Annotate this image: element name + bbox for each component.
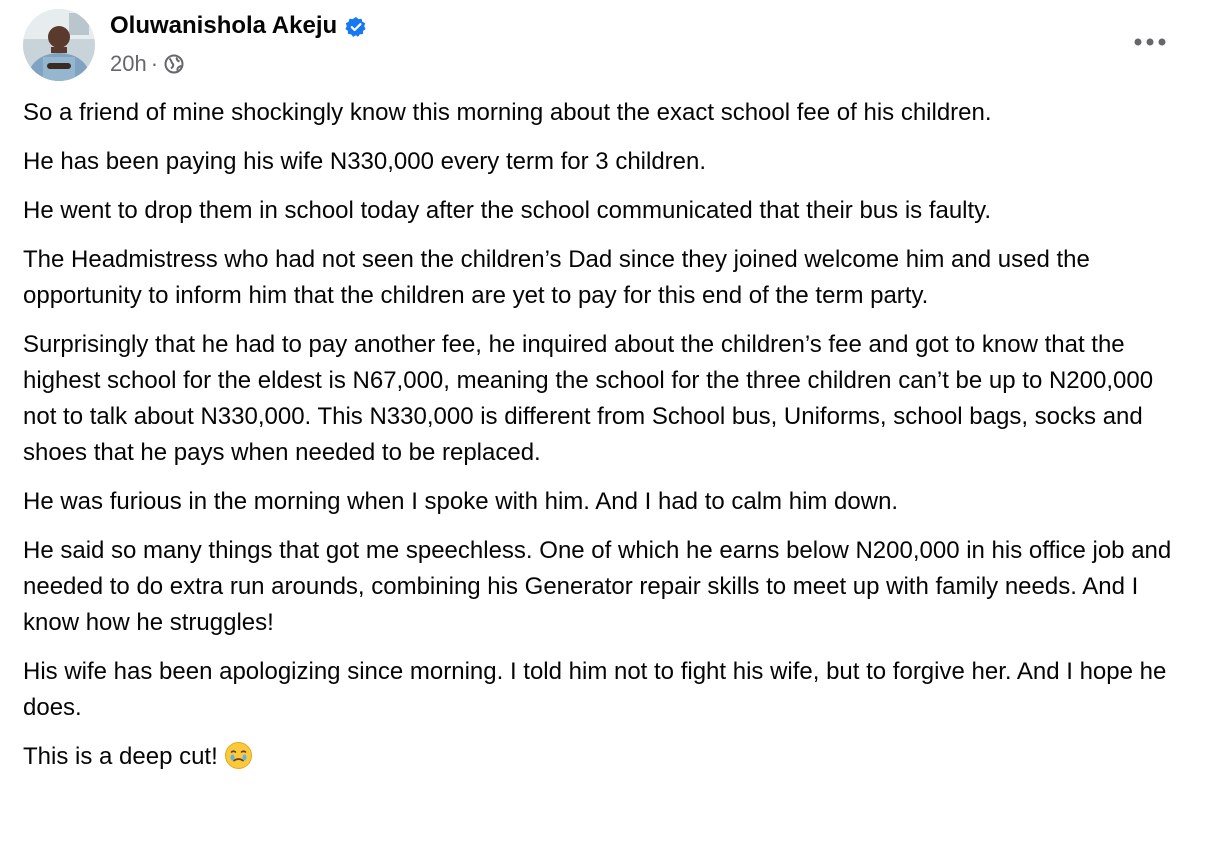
- post-paragraph: He was furious in the morning when I spoke with him. And I had to calm him down.: [23, 488, 899, 515]
- author-avatar[interactable]: [23, 9, 95, 81]
- post-meta: [110, 50, 185, 78]
- post-paragraph: His wife has been apologizing since morning. I told him not to fight his wife, but to forgive her. And I hope he does.: [23, 658, 1167, 721]
- post-body: [23, 95, 1188, 788]
- post-paragraph: He has been paying his wife N330,000 every term for 3 children.: [23, 148, 707, 175]
- post-paragraph: So a friend of mine shockingly know this morning about the exact school fee of his children.: [23, 99, 992, 126]
- avatar-image: [23, 9, 95, 81]
- post-paragraph: Surprisingly that he had to pay another fee, he inquired about the children’s fee and got to know that the highest school for the eldest is N67,000, meaning the school for the three children can’t be up to N200,000 not to talk about N330,000. This N330,000 is different from School bus, Uniforms, school bags, socks and shoes that he pays when needed to be replaced.: [23, 331, 1154, 466]
- crying-face-emoji-icon: [224, 741, 253, 770]
- more-options-icon: [1134, 38, 1166, 46]
- post-timestamp[interactable]: 20h: [110, 51, 147, 76]
- author-name-row: [110, 10, 367, 42]
- meta-separator: ·: [150, 51, 159, 76]
- author-name[interactable]: Oluwanishola Akeju: [110, 12, 338, 39]
- post-last-paragraph: [23, 739, 1188, 775]
- more-options-button[interactable]: [1130, 28, 1170, 56]
- verified-badge-icon: [345, 15, 367, 37]
- post-paragraph: He went to drop them in school today after the school communicated that their bus is faulty.: [23, 197, 992, 224]
- globe-icon[interactable]: [163, 53, 185, 75]
- post-paragraph-text: This is a deep cut!: [23, 743, 218, 770]
- post-paragraph: The Headmistress who had not seen the children’s Dad since they joined welcome him and used the opportunity to inform him that the children are yet to pay for this end of the term party.: [23, 246, 1090, 309]
- post-paragraph: He said so many things that got me speechless. One of which he earns below N200,000 in his office job and needed to do extra run arounds, combining his Generator repair skills to meet up with family needs. And I know how he struggles!: [23, 537, 1172, 636]
